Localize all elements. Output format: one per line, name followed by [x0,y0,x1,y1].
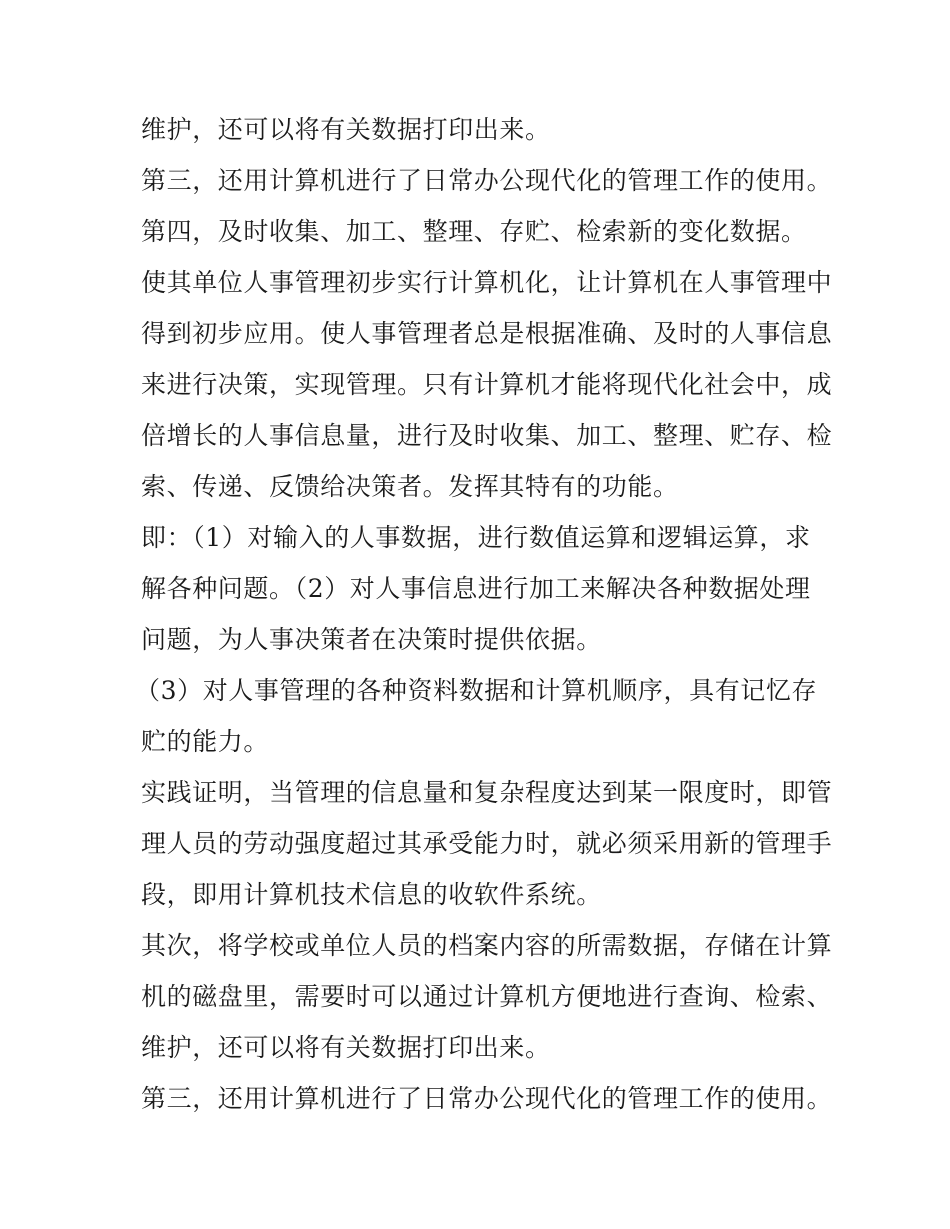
text-line: 维护，还可以将有关数据打印出来。 [141,115,551,144]
text-line: 贮的能力。 [141,727,270,756]
text-line: 第三，还用计算机进行了日常办公现代化的管理工作的使用。 [141,1084,833,1113]
text-line: 倍增长的人事信息量，进行及时收集、加工、整理、贮存、检 [141,421,833,450]
text-line: 即：（1）对输入的人事数据，进行数值运算和逻辑运算，求 [141,523,811,552]
text-line: 得到初步应用。使人事管理者总是根据准确、及时的人事信息 [141,319,833,348]
text-line: 机的磁盘里，需要时可以通过计算机方便地进行查询、检索、 [141,982,833,1011]
text-line: 索、传递、反馈给决策者。发挥其特有的功能。 [141,472,679,501]
text-line: 理人员的劳动强度超过其承受能力时，就必须采用新的管理手 [141,829,833,858]
text-line: （3）对人事管理的各种资料数据和计算机顺序，具有记忆存 [135,676,818,705]
text-line: 实践证明，当管理的信息量和复杂程度达到某一限度时，即管 [141,778,833,807]
text-line: 使其单位人事管理初步实行计算机化，让计算机在人事管理中 [141,268,833,297]
document-body [135,104,833,1124]
text-line: 解各种问题。（2）对人事信息进行加工来解决各种数据处理 [141,574,811,603]
text-line: 其次，将学校或单位人员的档案内容的所需数据，存储在计算 [141,931,833,960]
text-line: 维护，还可以将有关数据打印出来。 [141,1033,551,1062]
text-line: 问题，为人事决策者在决策时提供依据。 [141,625,602,654]
text-line: 来进行决策，实现管理。只有计算机才能将现代化社会中，成 [141,370,833,399]
text-line: 第四，及时收集、加工、整理、存贮、检索新的变化数据。 [141,217,807,246]
text-line: 第三，还用计算机进行了日常办公现代化的管理工作的使用。 [141,166,833,195]
text-line: 段，即用计算机技术信息的收软件系统。 [141,880,602,909]
